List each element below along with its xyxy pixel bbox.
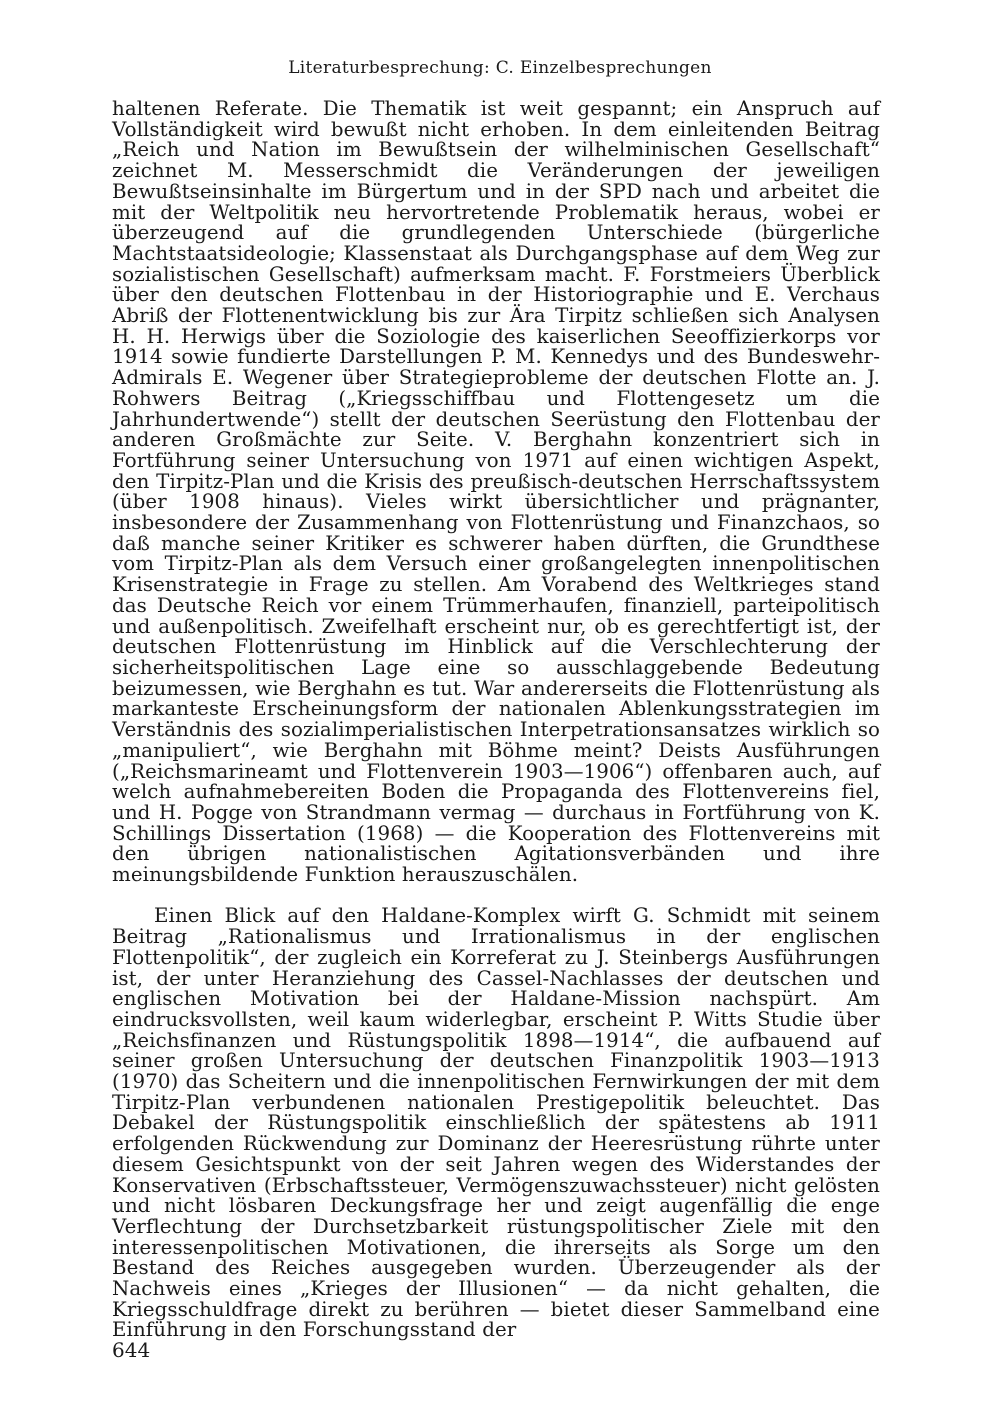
page-number: 644 xyxy=(112,1338,151,1362)
paragraph-2: Einen Blick auf den Haldane-Komplex wirft G. Schmidt mit seinem Beitrag „Rationalismus und Irrationalismus in der englischen Flottenpolitik“, der zugleich ein Korreferat zu J. Steinbergs Ausführungen ist, der unter Heranziehung des Cassel-Nachlasses der deutschen und englischen Motivation bei der Haldane-Mission nachspürt. Am eindrucksvollsten, weil kaum widerlegbar, erscheint P. Witts Studie über „Reichsfinanzen und Rüstungspolitik 1898—1914“, die aufbauend auf seiner großen Untersuchung der deutschen Finanzpolitik 1903—1913 (1970) das Scheitern und die innenpolitischen Fernwirkungen der mit dem Tirpitz-Plan verbundenen nationalen Prestigepolitik beleuchtet. Das Debakel der Rüstungspolitik einschließlich der spätestens ab 1911 erfolgenden Rückwendung zur Dominanz der Heeresrüstung rührte unter diesem Gesichtspunkt von der seit Jahren wegen des Widerstandes der Konservativen (Erbschaftssteuer, Vermögenszuwachssteuer) nicht gelösten und nicht lösbaren Deckungsfrage her und zeigt augenfällig die enge Verflechtung der Durchsetzbarkeit rüstungspolitischer Ziele mit den interessenpolitischen Motivationen, die ihrerseits als Sorge um den Bestand des Reiches ausgegeben wurden. Überzeugender als der Nachweis eines „Krieges der Illusionen“ — da nicht gehalten, die Kriegsschuldfrage direkt zu berühren — bietet dieser Sammelband eine Einführung in den Forschungsstand der xyxy=(112,904,880,1342)
running-head: Literaturbesprechung: C. Einzelbesprechungen xyxy=(288,58,712,78)
body-text xyxy=(112,99,880,1341)
paragraph-1: haltenen Referate. Die Thematik ist weit gespannt; ein Anspruch auf Vollständigkeit wird bewußt nicht erhoben. In dem einleitenden Beitrag „Reich und Nation im Bewußtsein der wilhelminischen Gesellschaft“ zeichnet M. Messerschmidt die Veränderungen der jeweiligen Bewußtseinsinhalte im Bürgertum und in der SPD nach und arbeitet die mit der Weltpolitik neu hervortretende Problematik heraus, wobei er überzeugend auf die grundlegenden Unterschiede (bürgerliche Machtstaatsideologie; Klassenstaat als Durchgangsphase auf dem Weg zur sozialistischen Gesellschaft) aufmerksam macht. F. Forstmeiers Überblick über den deutschen Flottenbau in der Historiographie und E. Verchaus Abriß der Flottenentwicklung bis zur Ära Tirpitz schließen sich Analysen H. H. Herwigs über die Soziologie des kaiserlichen Seeoffizierkorps vor 1914 sowie fundierte Darstellungen P. M. Kennedys und des Bundeswehr-Admirals E. Wegener über Strategieprobleme der deutschen Flotte an. J. Rohwers Beitrag („Kriegsschiffbau und Flottengesetz um die Jahrhundertwende“) stellt der deutschen Seerüstung den Flottenbau der anderen Großmächte zur Seite. V. Berghahn konzentriert sich in Fortführung seiner Untersuchung von 1971 auf einen wichtigen Aspekt, den Tirpitz-Plan und die Krisis des preußisch-deutschen Herrschaftssystem (über 1908 hinaus). Vieles wirkt übersichtlicher und prägnanter, insbesondere der Zusammenhang von Flottenrüstung und Finanzchaos, so daß manche seiner Kritiker es schwerer haben dürften, die Grundthese vom Tirpitz-Plan als dem Versuch einer großangelegten innenpolitischen Krisenstrategie in Frage zu stellen. Am Vorabend des Weltkrieges stand das Deutsche Reich vor einem Trümmerhaufen, finanziell, parteipolitisch und außenpolitisch. Zweifelhaft erscheint nur, ob es gerechtfertigt ist, der deutschen Flottenrüstung im Hinblick auf die Verschlechterung der sicherheitspolitischen Lage eine so ausschlaggebende Bedeutung beizumessen, wie Berghahn es tut. War andererseits die Flottenrüstung als markanteste Erscheinungsform der nationalen Ablenkungsstrategien im Verständnis des sozialimperialistischen Interpetrationsansatzes wirklich so „manipuliert“, wie Berghahn mit Böhme meint? Deists Ausführungen („Reichsmarineamt und Flottenverein 1903—1906“) offenbaren auch, auf welch aufnahmebereiten Boden die Propaganda des Flottenvereins fiel, und H. Pogge von Strandmann vermag — durchaus in Fortführung von K. Schillings Dissertation (1968) — die Kooperation des Flottenvereins mit den übrigen nationalistischen Agitationsverbänden und ihre meinungsbildende Funktion herauszuschälen. xyxy=(112,97,880,887)
